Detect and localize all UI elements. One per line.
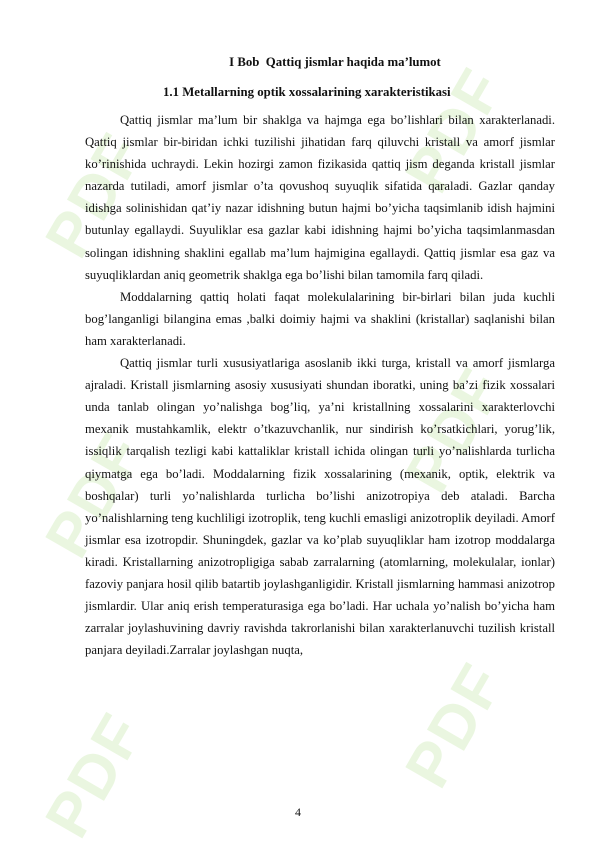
page-number: 4: [295, 805, 301, 819]
section-title: 1.1 Metallarning optik xossalarining xarakteristikasi: [163, 85, 451, 99]
watermark: PDF: [392, 56, 518, 205]
paragraph: Qattiq jismlar turli xususiyatlariga asoslanib ikki turga, kristall va amorf jismlarga ajraladi. Kristall jismlarning asosiy xususiyati shundan iboratki, uning ba’zi fizik xossalari unda tanlab olingan yo’nalishga bog’liq, ya’ni kristallning xossalarini xarakterlovchi mexanik mustahkamlik, elektr o’tkazuvchanlik, nur sindirish ko’rsatkichlari, yorug’lik, issiqlik tarqalish tezligi kabi kattaliklar kristall ichida olingan turli yo’nalishlarda turlicha qiymatga ega bo’ladi. Moddalarning fizik xossalarining (mexanik, optik, elektrik va boshqalar) turli yo’nalishlarda turlicha bo’lishi anizotropiya deb ataladi. Barcha yo’nalishlarning teng kuchliligi izotroplik, teng kuchli emasligi anizotroplik deyiladi. Amorf jismlar esa izotropdir. Shuningdek, gazlar va ko’plab suyuqliklar ham izotrop moddalarga kiradi. Kristallarning anizotropligiga sabab zarralarning (atomlarning, molekulalar, ionlar) fazoviy panjara hosil qilib batartib joylashganligidir. Kristall jismlarning hammasi anizotrop jismlardir. Ular aniq erish temperaturasiga ega bo’ladi. Har uchala yo’nalish bo’yicha ham zarralar joylashuvining davriy ravishda takrorlanishi bilan xarakterlanuvchi tuzilish kristall panjara deyiladi.Zarralar joylashgan nuqta,: [85, 356, 555, 658]
chapter-title: I Bob Qattiq jismlar haqida ma’lumot: [229, 55, 441, 69]
watermark: PDF: [32, 701, 158, 850]
watermark: PDF: [392, 651, 518, 800]
paragraph: Qattiq jismlar ma’lum bir shaklga va hajmga ega bo’lishlari bilan xarakterlanadi. Qattiq jismlar bir-biridan ichki tuzilishi jihatidan farq qiluvchi kristall va amorf jismlar ko’rinishida uchraydi. Lekin hozirgi zamon fizikasida qattiq jism deganda kristall jismlar nazarda tutiladi, amorf jismlar o’ta qovushoq suyuqlik sifatida qaraladi. Gazlar qanday idishga solinishidan qat’iy nazar idishning butun hajmi bo’yicha taqsimlanib idish hajmini butunlay egallaydi. Suyuliklar esa gazlar kabi idishning hajmi bo’yicha taqsimlanmasdan solingan idishning shaklini egallab ma’lum hajmigina egallaydi. Qattiq jismlar esa gaz va suyuqliklardan aniq geometrik shaklga ega bo’lishi bilan tamomila farq qiladi.: [85, 113, 555, 282]
document-body: [85, 55, 555, 661]
watermark: PDF: [32, 421, 158, 570]
paragraph: Moddalarning qattiq holati faqat molekulalarining bir-birlari bilan juda kuchli bog’langanligi bilangina emas ,balki doimiy hajmi va shaklini (kristallar) saqlanishi bilan ham xarakterlanadi.: [85, 289, 555, 348]
watermark: PDF: [32, 121, 158, 270]
watermark: PDF: [392, 356, 518, 505]
